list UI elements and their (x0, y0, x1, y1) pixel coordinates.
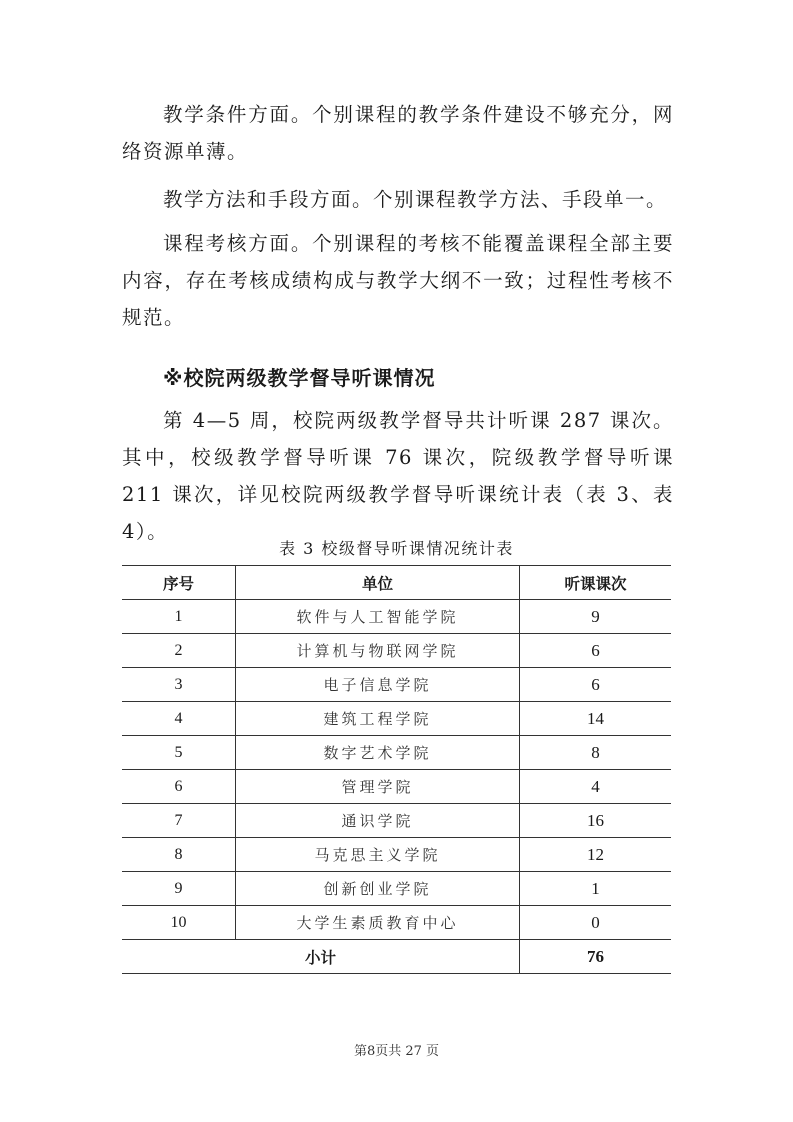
table-row (122, 770, 671, 804)
cell-no: 10 (122, 906, 236, 940)
cell-unit: 计算机与物联网学院 (236, 634, 520, 668)
cell-unit: 建筑工程学院 (236, 702, 520, 736)
header-unit: 单位 (236, 566, 520, 600)
cell-count: 6 (520, 668, 672, 702)
section-heading: ※校院两级教学督导听课情况 (163, 366, 436, 390)
cell-no: 6 (122, 770, 236, 804)
table-row (122, 702, 671, 736)
paragraph-course-assessment: 课程考核方面。个别课程的考核不能覆盖课程全部主要内容，存在考核成绩构成与教学大纲不一致；过程性考核不规范。 (122, 232, 674, 329)
cell-count: 9 (520, 600, 672, 634)
table-row (122, 736, 671, 770)
table-row (122, 838, 671, 872)
table-row (122, 668, 671, 702)
supervision-table (122, 565, 671, 974)
cell-no: 5 (122, 736, 236, 770)
cell-unit: 管理学院 (236, 770, 520, 804)
cell-unit: 大学生素质教育中心 (236, 906, 520, 940)
total-value: 76 (520, 940, 672, 974)
cell-count: 16 (520, 804, 672, 838)
cell-unit: 马克思主义学院 (236, 838, 520, 872)
cell-count: 1 (520, 872, 672, 906)
paragraph-teaching-methods: 教学方法和手段方面。个别课程教学方法、手段单一。 (163, 188, 668, 211)
page-footer: 第8页共 27 页 (353, 1044, 440, 1059)
table-row (122, 804, 671, 838)
table-total-row (122, 940, 671, 974)
table-row (122, 634, 671, 668)
table-row (122, 600, 671, 634)
table-header-row (122, 566, 671, 600)
cell-no: 7 (122, 804, 236, 838)
header-count: 听课课次 (520, 566, 672, 600)
cell-no: 1 (122, 600, 236, 634)
cell-unit: 创新创业学院 (236, 872, 520, 906)
summary-paragraph: 第 4—5 周，校院两级教学督导共计听课 287 课次。其中，校级教学督导听课 76 课次，院级教学督导听课 211 课次，详见校院两级教学督导听课统计表（表 3、表 4）。 (122, 409, 674, 543)
cell-no: 8 (122, 838, 236, 872)
cell-unit: 数字艺术学院 (236, 736, 520, 770)
table-caption: 表 3 校级督导听课情况统计表 (279, 539, 514, 558)
cell-no: 4 (122, 702, 236, 736)
cell-count: 4 (520, 770, 672, 804)
cell-unit: 软件与人工智能学院 (236, 600, 520, 634)
cell-no: 3 (122, 668, 236, 702)
header-no: 序号 (122, 566, 236, 600)
cell-count: 12 (520, 838, 672, 872)
cell-unit: 通识学院 (236, 804, 520, 838)
cell-unit: 电子信息学院 (236, 668, 520, 702)
cell-count: 6 (520, 634, 672, 668)
cell-count: 14 (520, 702, 672, 736)
paragraph-teaching-conditions: 教学条件方面。个别课程的教学条件建设不够充分，网络资源单薄。 (122, 103, 674, 163)
cell-count: 8 (520, 736, 672, 770)
cell-no: 2 (122, 634, 236, 668)
cell-count: 0 (520, 906, 672, 940)
table-row (122, 906, 671, 940)
table-row (122, 872, 671, 906)
cell-no: 9 (122, 872, 236, 906)
total-label: 小计 (122, 940, 520, 974)
